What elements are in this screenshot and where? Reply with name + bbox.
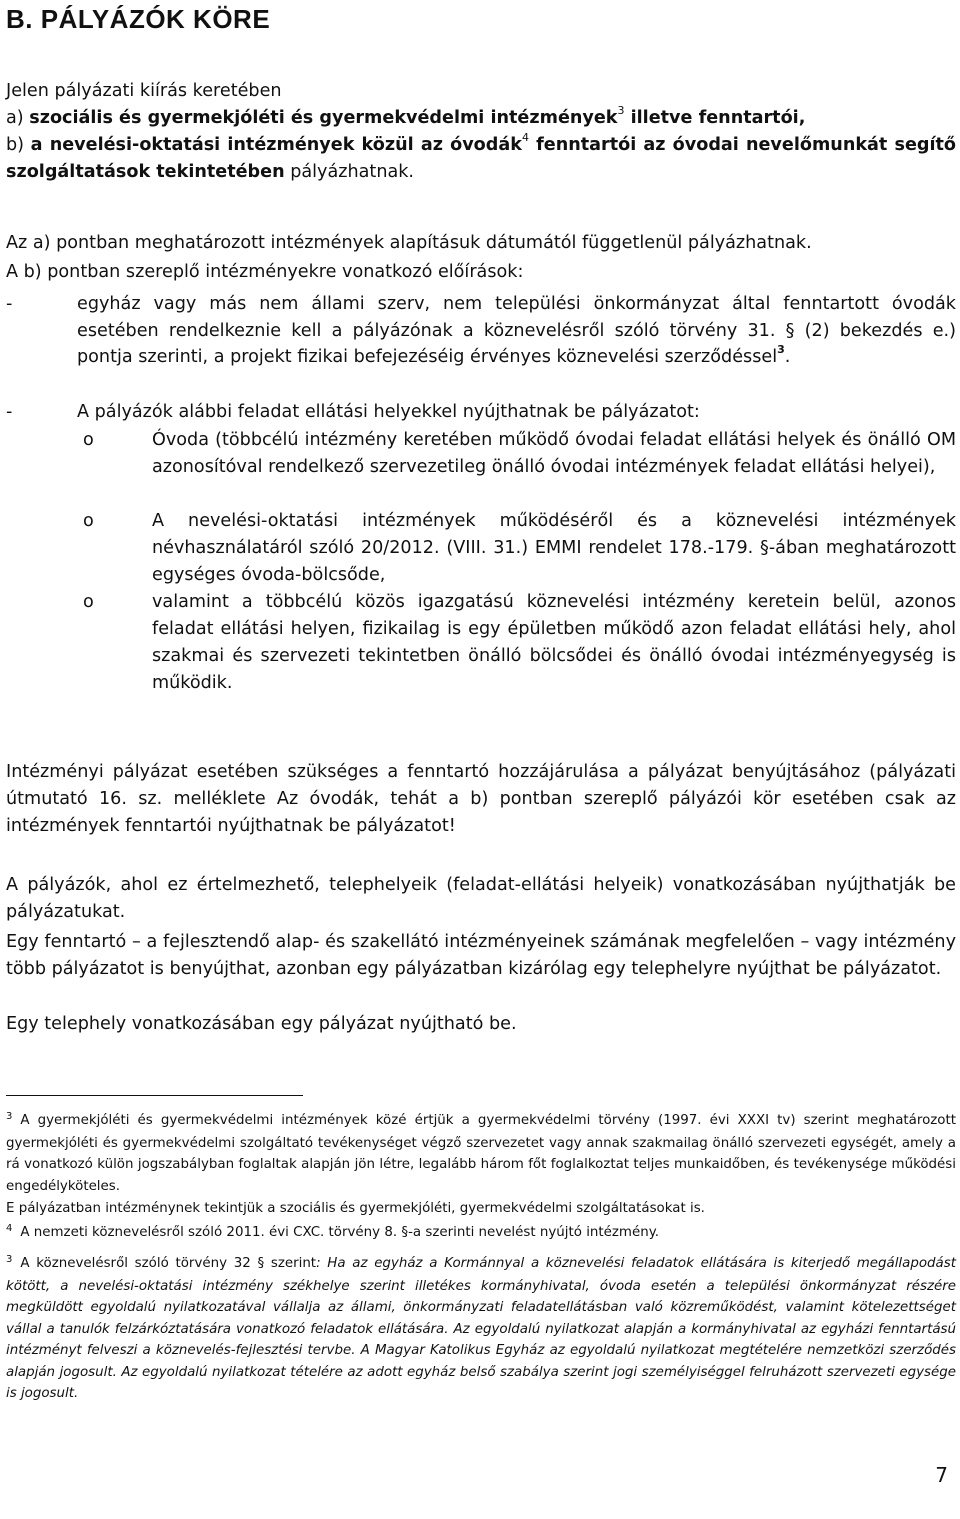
dash-bullet: - — [6, 402, 13, 422]
dash-item-text — [77, 291, 956, 371]
paragraph-b-intro: A b) pontban szereplő intézményekre vonatkozó előírások: — [6, 262, 524, 282]
dash-item-body: egyház vagy más nem állami szerv, nem települési önkormányzat által fenntartott óvodák esetében rendelkeznie kell a pályázónak a köznevelésről szóló törvény 31. § (2) bekezdés e.) pontja szerinti, a projekt fizikai befejezéséig érvényes köznevelési szerződéssel — [77, 294, 956, 367]
item-b-bold-tail: fenntartói az óvodai nevelőmunkát segítő szolgáltatások tekintetében — [6, 135, 957, 182]
dash-list-item — [6, 291, 956, 371]
footnote-ref: 3 — [777, 343, 785, 357]
footnote-separator — [6, 1095, 303, 1096]
footnote-text: A nemzeti köznevelésről szóló 2011. évi CXC. törvény 8. §-a szerinti nevelést nyújtó intézmény. — [20, 1225, 659, 1240]
item-a-bold-tail: illetve fenntartói, — [624, 108, 806, 128]
footnote-quote: : Ha az egyház a Kormánnyal a köznevelési feladatok ellátására is kiterjedő megállapodást kötött, a nevelési-oktatási intézmény székhelye szerint illetékes kormányhivatal, óvoda esetén a települési önkormányzat részére megküldött egyoldalú nyilatkozatával vállalja az állami, önkormányzati feladatellátásban való közreműködést, valamint kötelezettséget vállal a tanulók felzárkóztatására vonatkozó feladatok ellátására. Az egyoldalú nyilatkozat alapján a kormányhivatal az egyházi fenntartású intézményt felveszi a köznevelés-fejlesztési tervbe. A Magyar Katolikus Egyház az egyoldalú nyilatkozat megtételére nemzetközi szerződés alapján jogosult. Az egyoldalú nyilatkozat tételére az adott egyház belső szabálya szerint jogi személyiséggel felruházott szervezeti egysége is jogosult. — [6, 1256, 956, 1401]
dash-item-text: A pályázók alábbi feladat ellátási helyekkel nyújthatnak be pályázatot: — [77, 402, 700, 422]
footnote-lead: A köznevelésről szóló törvény 32 § szerint — [20, 1256, 317, 1271]
paragraph-a: Az a) pontban meghatározott intézmények alapításuk dátumától függetlenül pályázhatnak. — [6, 233, 812, 253]
paragraph-sites: A pályázók, ahol ez értelmezhető, telephelyeik (feladat-ellátási helyeik) vonatkozásában nyújthatják be pályázatukat. — [6, 875, 956, 922]
item-b-prefix: b) — [6, 135, 31, 155]
footnote-ref: 3 — [617, 104, 625, 118]
o-bullet: o — [83, 511, 94, 531]
dash-item-tail: . — [784, 347, 791, 367]
o-bullet: o — [83, 592, 94, 612]
intro-block — [6, 78, 956, 186]
paragraph-institutional: Intézményi pályázat esetében szükséges a fenntartó hozzájárulása a pályázat benyújtásához (pályázati útmutató 16. sz. melléklete Az óvodák, tehát a b) pontban szereplő pályázói kör esetében csak az intézmények fenntartói nyújthatnak be pályázatot! — [6, 762, 956, 836]
paragraph-maintainer: Egy fenntartó – a fejlesztendő alap- és szakellátó intézményeinek számának megfelelően – vagy intézmény több pályázatot is benyújthat, azonban egy pályázatban kizárólag egy telephelyre nyújthat be pályázatot. — [6, 932, 956, 979]
intro-item-b — [6, 132, 956, 186]
item-a-prefix: a) — [6, 108, 30, 128]
item-b-bold: a nevelési-oktatási intézmények közül az óvodák — [30, 135, 522, 155]
footnote-1 — [6, 1110, 956, 1197]
footnote-mark: 4 — [6, 1223, 13, 1234]
o-bullet: o — [83, 430, 94, 450]
o-item-text: A nevelési-oktatási intézmények működéséről és a köznevelési intézmények névhasználatáról szóló 20/2012. (VIII. 31.) EMMI rendelet 178.-179. §-ában meghatározott egységes óvoda-bölcsőde, — [152, 511, 956, 585]
o-list-item — [6, 589, 956, 697]
dash-list-item — [6, 399, 956, 426]
dash-bullet: - — [6, 294, 13, 314]
o-item-text: valamint a többcélú közös igazgatású köznevelési intézmény keretein belül, azonos feladat ellátási helyen, fizikailag is egy épületben működő azon feladat ellátási hely, ahol szakmai és szervezeti tekintetben önálló bölcsődei és önálló óvodai intézményegység is működik. — [152, 592, 956, 693]
paragraph-site-one: Egy telephely vonatkozásában egy pályázat nyújtható be. — [6, 1014, 517, 1034]
item-b-tail: pályázhatnak. — [284, 162, 415, 182]
o-item-text: Óvoda (többcélú intézmény keretében működő óvodai feladat ellátási helyek és önálló OM azonosítóval rendelkező szervezetileg önálló óvodai intézmények feladat ellátási helyei), — [152, 430, 956, 477]
page-number: 7 — [935, 1463, 948, 1487]
footnote-text: A gyermekjóléti és gyermekvédelmi intézmények közé értjük a gyermekvédelmi törvény (1997. évi XXXI tv) szerint meghatározott gyermekjóléti és gyermekvédelmi szolgáltató tevékenységet végző szervezetet vagy annak szakmailag önálló szervezeti egységét, amely a rá vonatkozó külön jogszabályban foglaltak alapján jön létre, legalább három főt foglalkoztat teljes munkaidőben, és tevékenysége működési engedélyköteles. — [6, 1113, 956, 1194]
footnote-mark: 3 — [6, 1254, 13, 1265]
intro-item-a — [6, 105, 956, 132]
footnote-3 — [6, 1253, 956, 1405]
intro-line: Jelen pályázati kiírás keretében — [6, 81, 282, 101]
footnote-mark: 3 — [6, 1111, 13, 1122]
footnote-1-extra: E pályázatban intézménynek tekintjük a szociális és gyermekjóléti, gyermekvédelmi szolgáltatásokat is. — [6, 1201, 705, 1216]
o-list-item — [6, 508, 956, 589]
o-list-item — [6, 427, 956, 481]
footnote-2 — [6, 1222, 956, 1245]
section-title: B. PÁLYÁZÓK KÖRE — [6, 4, 271, 34]
item-a-bold: szociális és gyermekjóléti és gyermekvédelmi intézmények — [29, 108, 618, 128]
footnote-ref: 4 — [521, 131, 529, 145]
